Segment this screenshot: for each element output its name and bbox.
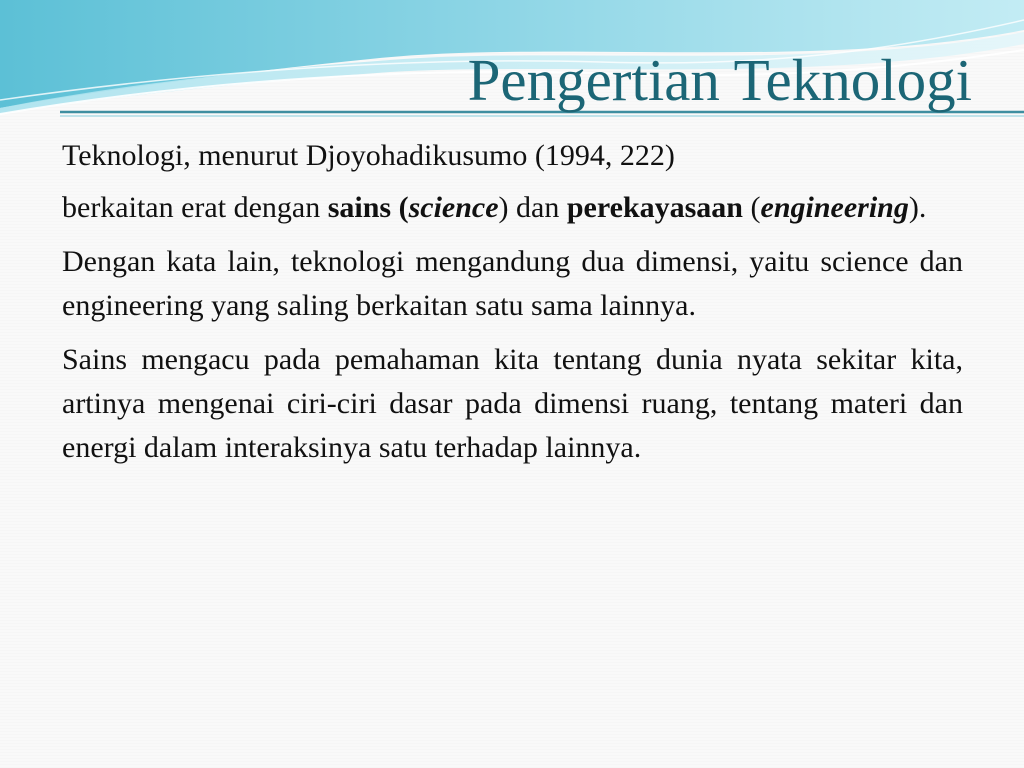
slide-title: Pengertian Teknologi (467, 47, 972, 113)
slide-body (62, 134, 963, 480)
text-fragment: ). (908, 191, 927, 224)
text-fragment: berkaitan erat dengan (62, 191, 328, 224)
term-perekayasaan: perekayasaan (566, 191, 743, 224)
text-fragment: ( (743, 191, 761, 224)
text-fragment: ) dan (498, 191, 567, 224)
paragraph-definition (62, 186, 963, 230)
text-fragment: ( (391, 191, 409, 224)
term-engineering: engineering (760, 191, 909, 224)
paragraph-sains: Sains mengacu pada pemahaman kita tentang dunia nyata sekitar kita, artinya mengenai ciri-ciri dasar pada dimensi ruang, tentang materi dan energi dalam interaksinya satu terhadap lainnya. (62, 343, 963, 464)
term-sains: sains (327, 191, 392, 224)
paragraph-dimensions: Dengan kata lain, teknologi mengandung dua dimensi, yaitu science dan engineering yang saling berkaitan satu sama lainnya. (62, 245, 963, 322)
term-science: science (408, 191, 499, 224)
intro-line: Teknologi, menurut Djoyohadikusumo (1994, 222) (62, 139, 675, 172)
